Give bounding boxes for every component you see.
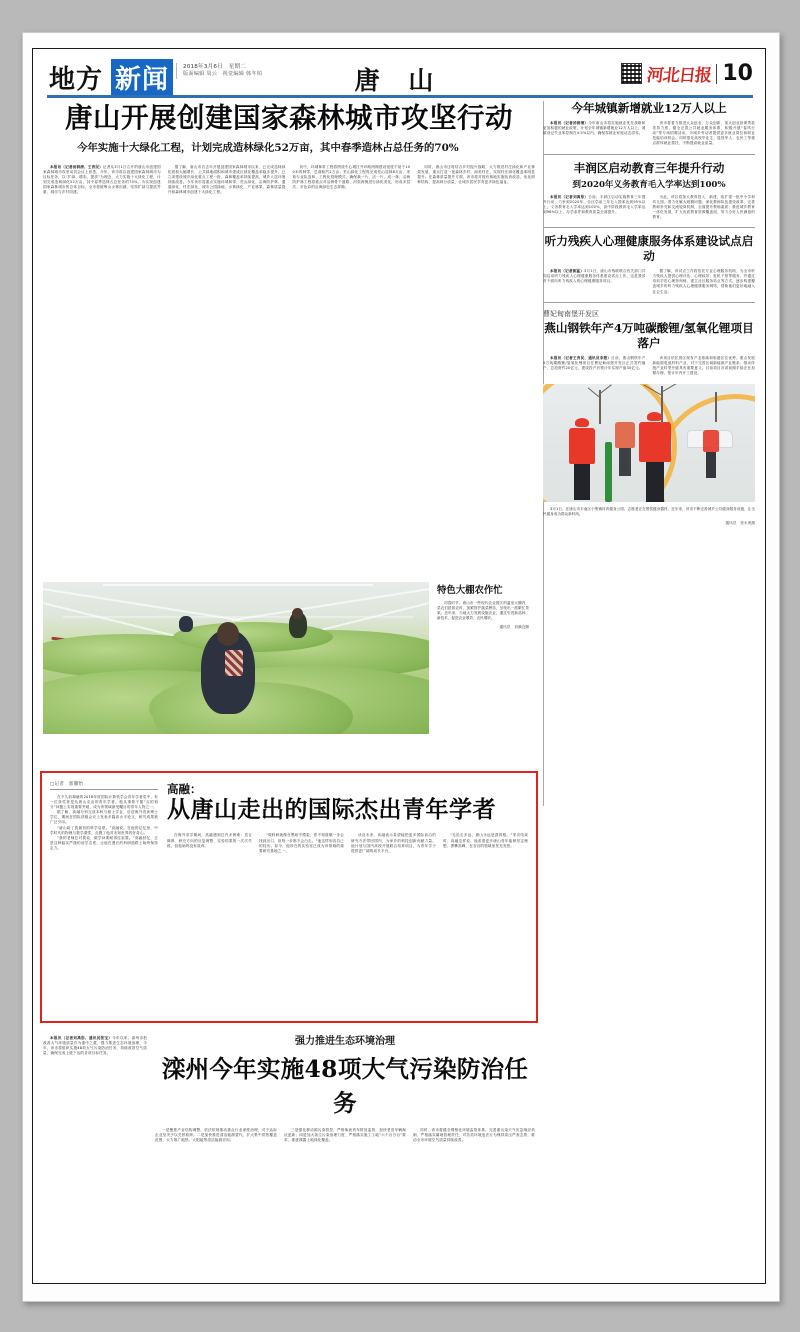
rail-article-2 <box>543 234 755 295</box>
volunteers-snow-park-photo <box>543 384 755 502</box>
rail-3-column-0: 本报讯（记者王育民、通讯员李想）日前，燕山钢铁年产4万吨碳酸锂/氢氧化锂项目在曹妃甸南堡开发区正式签约落户，总投资约20亿元，建成投产后预计年实现产值30亿元。 <box>543 355 646 370</box>
lead-subhead: 今年实施十大绿化工程，计划完成造林绿化52万亩，其中春季造林占总任务的70% <box>77 141 459 154</box>
masthead-editors: 版面编辑 周云 视觉编辑 韩冬柏 <box>183 71 263 78</box>
feature-kicker: □记者 郭馨怡 <box>50 781 158 790</box>
bottom-column-0: 本报讯（记者刘禹彤、通讯员张宝）今年以来，滦州市把改善大气环境质量作为重中之重，强力推进生态环境治理，今年，该市将组织实施48项大气污染防治任务，持续改善空气质量，确保完成上级下达的各项目标任务。 <box>43 1036 147 1056</box>
volunteers-caption-body: 3月1日，在唐山市丰南区小集镇体育健身公园，志愿者正在擦拭健身器材。近年来，该市不断完善城乡公共健身服务设施，让全民健身成为群众新时尚。 <box>543 507 755 517</box>
feature-body-column-1: “做科研就像在黑暗中摸索，你不知道哪一步会找到出口，但每一步都不会白走。”他这样形容自己的经历。如今，他所在的实验室已成为该领域的重要研究基地之一。 <box>259 833 344 853</box>
rail-article-1 <box>543 161 755 221</box>
divider <box>716 64 717 84</box>
masthead-rule <box>47 95 753 98</box>
bottom-column-1: 一是聚焦产业结构调整，依法依规推动重点行业深度治理，对不达标企业坚决予以关停取缔；二是加快推进清洁能源替代，扩大集中供热覆盖范围，大力推广地热、太阳能等清洁能源应用。 <box>155 1128 277 1143</box>
feature-subject-name: 高融： <box>167 782 202 796</box>
feature-body-column-2: 谈及未来，高融表示希望能把更多国际前沿的研究方法带回国内，为家乡的科技创新贡献力量。他计划与国内高校开展联合培养项目，为青年学子提供更广阔的成长平台。 <box>351 833 436 853</box>
bottom-column-3: 同时，该市将健全网格化环境监管体系，完善重污染天气应急响应机制，严格落实属地管理责任，对各类环境违法行为保持高压严查态势，推动全市环境空气质量持续改善。 <box>413 1128 535 1143</box>
greenhouse-vegetable-photo <box>43 582 429 734</box>
greenhouse-caption <box>437 582 529 734</box>
bottom-article <box>43 1032 535 1143</box>
bottom-kicker: 强力推进生态环境治理 <box>295 1036 395 1047</box>
greenhouse-photo-credit: 通讯员 刘满仓摄 <box>499 625 529 629</box>
volunteers-photo-credit: 通讯员 张永贵摄 <box>725 521 755 526</box>
newspaper-page <box>32 48 766 1284</box>
feature-headline: 从唐山走出的国际杰出青年学者 <box>167 796 496 823</box>
feature-intro-column-1: 据了解，高融分别完成本科与硕士学业，后赴海外攻读博士学位，期间在国际顶级会议上发表多篇高水平论文，研究成果被广泛引用。 <box>50 810 158 825</box>
page-number: 10 <box>722 61 753 86</box>
masthead-news-label: 新闻 <box>111 59 173 96</box>
divider <box>543 154 755 155</box>
rail-headline-3: 燕山钢铁年产4万吨碳酸锂/氢氧化锂项目落户 <box>544 320 754 350</box>
rail-1-column-1: 为此，该区将加大教育投入，新建、改扩建一批中小学和幼儿园，着力化解大班额问题；深化教师队伍建设改革，完善教师补充和交流轮岗机制，全面提升教师素质；推进城乡教育一体化发展，扩大优质教育资源覆盖面，努力办好人民满意的教育。 <box>652 194 755 219</box>
lead-column-3: 同时，唐山市还将结合乡村振兴战略，大力推进村庄绿化和产业林果发展，重点打造一批森林乡村、绿美村庄，实现村庄绿化覆盖率明显提升。在森林质量提升方面，该市将对现有林地实施抚育改造，优化树种结构，提高林分质量，让城乡居民享有更多绿色福祉。 <box>417 164 535 185</box>
feature-article-highlighted <box>40 771 538 1023</box>
lead-column-0: 本报讯（记者汤润清、王育民）记者从3月1日召开的唐山市创建国家森林城市攻坚动员会议上获悉，今年，该市将以创建国家森林城市为目标任务，以“扩绿、增彩、提质”为理念，大力实施十大绿化工程，计划完成造林绿化52万亩，其中春季造林占总任务的70%。为实现创建国家森林城市的总体目标，全市将统筹山水林田湖，坚持扩绿与提质并重、城市与乡村同建。 <box>43 164 161 195</box>
rail-headline-1: 丰润区启动教育三年提升行动 <box>573 160 725 175</box>
masthead-date: 2018年3月6日 星期二 <box>183 64 247 70</box>
right-rail <box>543 101 755 526</box>
lead-headline: 唐山开展创建国家森林城市攻坚行动 <box>65 102 513 134</box>
bottom-column-2: 三是强化移动源污染管控，严格柴油货车排放监管，加快老旧车辆淘汰更新；四是加大扬尘污染治理力度，严格落实施工工地“六个百分百”要求，推进裸露土地绿化覆盖。 <box>284 1128 406 1143</box>
rail-0-column-0: 本报讯（记者汤润清）今年唐山市将实施就业优先战略和更加积极的就业政策，计划全年城镇新增就业12万人以上，城镇登记失业率控制在4.5%以内，确保零就业家庭动态清零。 <box>543 121 646 136</box>
lead-column-2: 其中，环城林带工程将围绕中心城区外环路两侧建设宽度不低于100米的林带，总面积约2万亩；荒山绿化工程将完成荒山造林8万亩，采取专业队造林、工程化管理模式，确保栽一片、活一片、成一林；沿海防护林工程将重点对沿海骨干道路、河渠两侧进行绿化美化，形成多层次、多色彩的沿海绿色生态屏障。 <box>292 164 411 190</box>
rail-2-column-1: 据了解，该试点工作将依托专业心理服务机构，为全市听力残疾人提供心理评估、心理疏导、危机干预等服务，并通过培训手语心理咨询师、建立社区服务站点等方式，逐步构建覆盖城乡的听力残疾人心理健康服务网络，帮助他们更好地融入社会生活。 <box>652 269 755 294</box>
rail-headline-2: 听力残疾人心理健康服务体系建设试点启动 <box>544 234 754 264</box>
lead-body <box>43 165 535 196</box>
bottom-headline: 滦州今年实施48项大气污染防治任务 <box>161 1055 529 1117</box>
greenhouse-caption-body: 初春时节，唐山市一些现代农业园区的温室大棚内，菜农们抢抓农时，加紧管护蔬菜秧苗，呈现出一派繁忙景象。近年来，当地大力发展设施农业，通过引进新品种、新技术，促进农业增效、农民增收。 <box>437 601 529 620</box>
feature-intro-column-2: “唐山给了我最初的科学启蒙。”高融说。在他的记忆里，中学时代的物理与数学课堂，点燃了他对未知世界的好奇心。 <box>50 825 158 835</box>
rail-article-0 <box>543 101 755 147</box>
masthead-right-group <box>621 61 753 86</box>
greenhouse-photo-block <box>43 582 535 734</box>
section-title: 唐 山 <box>354 66 444 95</box>
divider <box>543 302 755 303</box>
qr-code-icon[interactable] <box>621 63 642 84</box>
feature-intro-column-0: 在不久前揭晓的2018年度国际计算机学会青年学者奖中，有一位获奖者是从唐山走出的青年学者。他从事基于图“点的划分”问题上实现重要突破，成为该领域最受瞩目的青年人物之一。 <box>50 795 158 810</box>
rail-subhead-1: 到2020年义务教育毛入学率达到100% <box>572 179 726 190</box>
masthead <box>43 57 755 99</box>
feature-intro-column-3: “我的老师总对我说，做学问要耐得住寂寞。”高融回忆，正是这种踏实严谨的治学态度，让他在漫长的科研道路上始终保持定力。 <box>50 835 158 850</box>
divider <box>543 227 755 228</box>
rail-1-column-0: 本报讯（记者刘禹彤）日前，丰润区启动实施教育三年提升行动，力争到2020年，全区学前三年毛入园率达到95%以上，义务教育毛入学率达到100%，高中阶段教育毛入学率达到96%以上，办学条件和教育质量全面提升。 <box>543 194 646 214</box>
rail-headline-0: 今年城镇新增就业12万人以上 <box>571 101 727 115</box>
rail-3-column-1: 该项目依托园区现有产业基础和临港区位优势，重点发展新能源电池材料产业，对于完善区域新能源产业链条、推动传统产业转型升级具有重要意义。目前项目各项前期手续正在加紧办理，预计年内开工建设。 <box>652 355 755 376</box>
rail-article-3 <box>543 309 755 377</box>
brand-nameplate: 河北日报 <box>646 66 713 86</box>
lead-column-1: 据了解，唐山市自去年开展创建国家森林城市以来，已完成造林绿化面积大幅增长，公共绿地面积和城市建成区绿化覆盖率稳步提升，已立项建设城乡绿化重点工程一批，森林覆盖率持续提高，城乡人居环境持续改善。今年该市将重点实施环城林带、荒山绿化、沿海防护林、通道绿化、村庄绿化、城市公园绿地、水系绿化、产业林果、森林质量提升和森林城市创建十大绿化工程。 <box>167 164 286 195</box>
rail-2-column-0: 本报讯（记者郭猛）3月1日，唐山市残联联合有关部门共同启动听力残疾人心理健康服务体系建设试点工作，这是我省首个面向听力残疾人的心理健康服务项目。 <box>543 269 646 284</box>
feature-body-column-3: “无论走多远，唐山永远是我的根。”采访结束时，高融这样说。他希望更多唐山青年能够坚定理想、勇攀高峰，在各自的领域里发光发热。 <box>443 833 528 848</box>
greenhouse-caption-title: 特色大棚农作忙 <box>437 585 503 596</box>
feature-body-column-0: 在海外求学期间，高融遇到过许多困难：语言障碍、研究方向的反复调整、实验结果的一次次失败。但他始终没有放弃。 <box>167 833 252 848</box>
volunteers-photo-block <box>543 384 755 526</box>
masthead-local-label: 地方 <box>49 65 104 95</box>
rail-0-column-1: 该市将着力推进大众创业、万众创新，加大创业担保贷款扶持力度，健全完善公共就业服务体系，积极开展“春风行动”等专场招聘活动，为城乡劳动者提供更多就业岗位和职业技能培训机会。同时强化高校毕业生、退役军人、农民工等重点群体就业帮扶，不断提高就业质量。 <box>652 121 755 146</box>
rail-kicker-3: 曹妃甸南堡开发区 <box>543 309 599 318</box>
